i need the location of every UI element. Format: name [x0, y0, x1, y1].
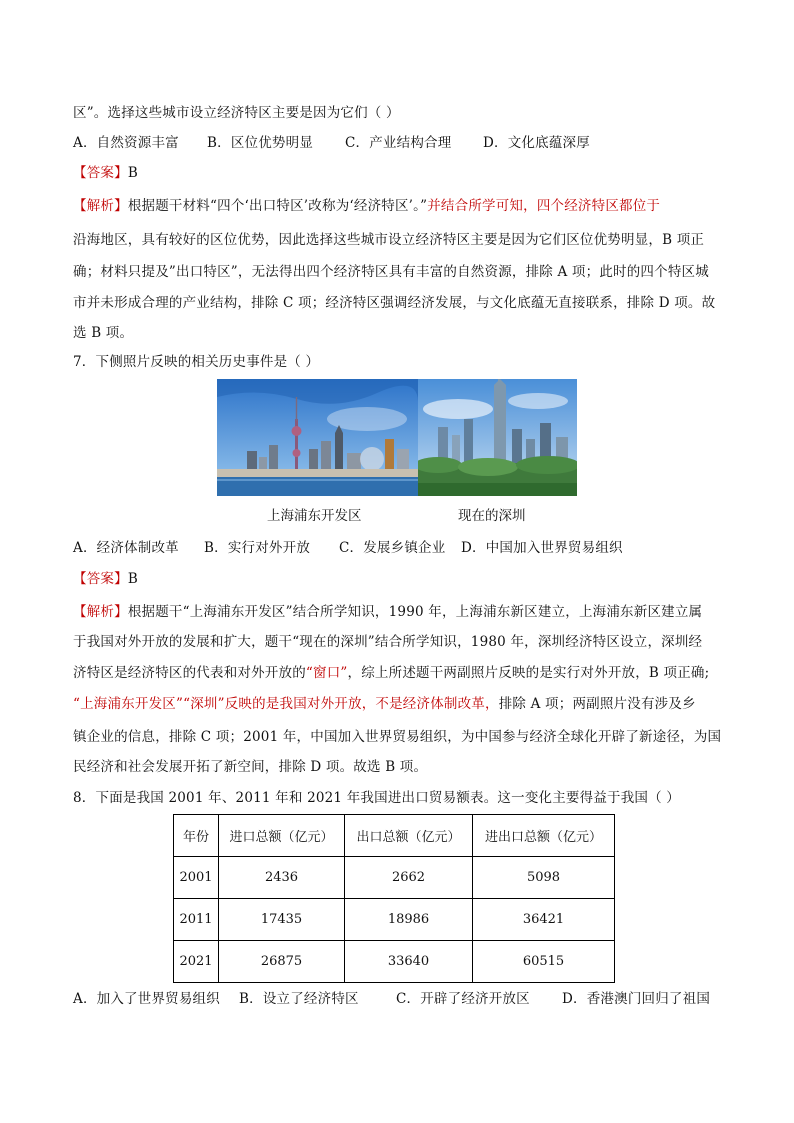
q7-stem: 7．下侧照片反映的相关历史事件是（ ） — [73, 354, 320, 370]
q7-analysis-line-4 — [73, 694, 696, 714]
photo-caption-pudong: 上海浦东开发区 — [267, 508, 362, 524]
q6-answer-tag: 【答案】 — [73, 165, 128, 181]
q6-options — [73, 133, 590, 153]
q6-analysis-line-2: 沿海地区，具有较好的区位优势，因此选择这些城市设立经济特区主要是因为它们区位优势明显，B 项正 — [73, 232, 705, 248]
table-header: 进口总额（亿元） — [219, 815, 345, 857]
table-header: 出口总额（亿元） — [345, 815, 473, 857]
q7-analysis-line-2: 于我国对外开放的发展和扩大，题干“现在的深圳”结合所学知识，1980 年，深圳经济特区设立，深圳经 — [73, 634, 703, 650]
q7-analysis-text: 根据题干“上海浦东开发区”结合所学知识，1990 年，上海浦东新区建立，上海浦东新区建立属 — [127, 604, 703, 620]
q7-analysis-text-red: “上海浦东开发区”“深圳”反映的是我国对外开放，不是经济体制改革， — [73, 696, 499, 712]
table-cell: 2011 — [174, 899, 219, 941]
q6-option-c: C．产业结构合理 — [345, 135, 452, 151]
q7-analysis-line-6: 民经济和社会发展开拓了新空间，排除 D 项。故选 B 项。 — [73, 759, 428, 775]
q7-option-c: C．发展乡镇企业 — [339, 540, 446, 556]
q8-option-c: C．开辟了经济开放区 — [396, 991, 530, 1007]
q6-analysis-line-3: 确；材料只提及”出口特区”，无法得出四个经济特区具有丰富的自然资源，排除 A 项；此时的四个特区城 — [73, 264, 709, 280]
q6-analysis-line-1 — [73, 196, 660, 216]
table-cell: 2662 — [345, 857, 473, 899]
table-cell: 60515 — [473, 941, 615, 983]
trade-table — [173, 814, 615, 983]
table-cell: 26875 — [219, 941, 345, 983]
q6-option-d: D．文化底蕴深厚 — [483, 135, 590, 151]
q7-option-a: A．经济体制改革 — [73, 540, 179, 556]
q6-answer — [73, 163, 138, 183]
q7-analysis-text: ，综上所述题干两副照片反映的是实行对外开放，B 项正确; — [347, 665, 710, 681]
table-cell: 18986 — [345, 899, 473, 941]
q7-option-b: B．实行对外开放 — [204, 540, 311, 556]
q7-analysis-text: 排除 A 项；两副照片没有涉及乡 — [498, 696, 696, 712]
q7-analysis-line-3 — [73, 663, 709, 683]
table-cell: 5098 — [473, 857, 615, 899]
table-header: 进出口总额（亿元） — [473, 815, 615, 857]
q7-options — [73, 538, 623, 558]
table-cell: 33640 — [345, 941, 473, 983]
q8-options — [73, 989, 710, 1009]
q7-analysis-line-5: 镇企业的信息，排除 C 项；2001 年，中国加入世界贸易组织，为中国参与经济全球化开辟了新途径，为国 — [73, 729, 722, 745]
q8-stem: 8．下面是我国 2001 年、2011 年和 2021 年我国进出口贸易额表。这一变化主要得益于我国（ ） — [73, 790, 681, 806]
q8-option-d: D．香港澳门回归了祖国 — [562, 991, 711, 1007]
q7-answer-value: B — [127, 571, 138, 587]
shenzhen-skyline-photo — [418, 379, 577, 496]
table-row — [174, 941, 615, 983]
table-cell: 36421 — [473, 899, 615, 941]
q6-analysis-line-4: 市并未形成合理的产业结构，排除 C 项；经济特区强调经济发展，与文化底蕴无直接联系，排除 D 项。故 — [73, 295, 716, 311]
table-header-row — [174, 815, 615, 857]
q6-answer-value: B — [127, 165, 138, 181]
table-header: 年份 — [174, 815, 219, 857]
q7-answer-tag: 【答案】 — [73, 571, 128, 587]
q6-analysis-text-red: 并结合所学可知，四个经济特区都位于 — [427, 198, 661, 214]
photo-caption-shenzhen: 现在的深圳 — [458, 508, 526, 524]
q7-analysis-text-red: “窗口” — [305, 665, 348, 681]
q7-answer — [73, 569, 138, 589]
q6-analysis-text: 根据题干材料“四个‘出口特区’改称为‘经济特区’。” — [127, 198, 428, 214]
q7-photos — [217, 379, 577, 496]
q6-stem: 区”。选择这些城市设立经济特区主要是因为它们（ ） — [73, 105, 400, 121]
table-cell: 2021 — [174, 941, 219, 983]
q7-analysis-line-1 — [73, 602, 702, 622]
q6-option-a: A．自然资源丰富 — [73, 135, 179, 151]
table-row — [174, 899, 615, 941]
q6-analysis-tag: 【解析】 — [73, 198, 128, 214]
q6-option-b: B．区位优势明显 — [207, 135, 314, 151]
pudong-skyline-photo — [217, 379, 418, 496]
q8-option-a: A．加入了世界贸易组织 — [73, 991, 220, 1007]
q7-analysis-tag: 【解析】 — [73, 604, 128, 620]
table-cell: 2001 — [174, 857, 219, 899]
q8-option-b: B．设立了经济特区 — [239, 991, 359, 1007]
q6-analysis-line-5: 选 B 项。 — [73, 325, 134, 341]
q7-analysis-text: 济特区是经济特区的代表和对外开放的 — [73, 665, 306, 681]
table-row — [174, 857, 615, 899]
table-cell: 2436 — [219, 857, 345, 899]
q7-option-d: D．中国加入世界贸易组织 — [461, 540, 623, 556]
table-cell: 17435 — [219, 899, 345, 941]
